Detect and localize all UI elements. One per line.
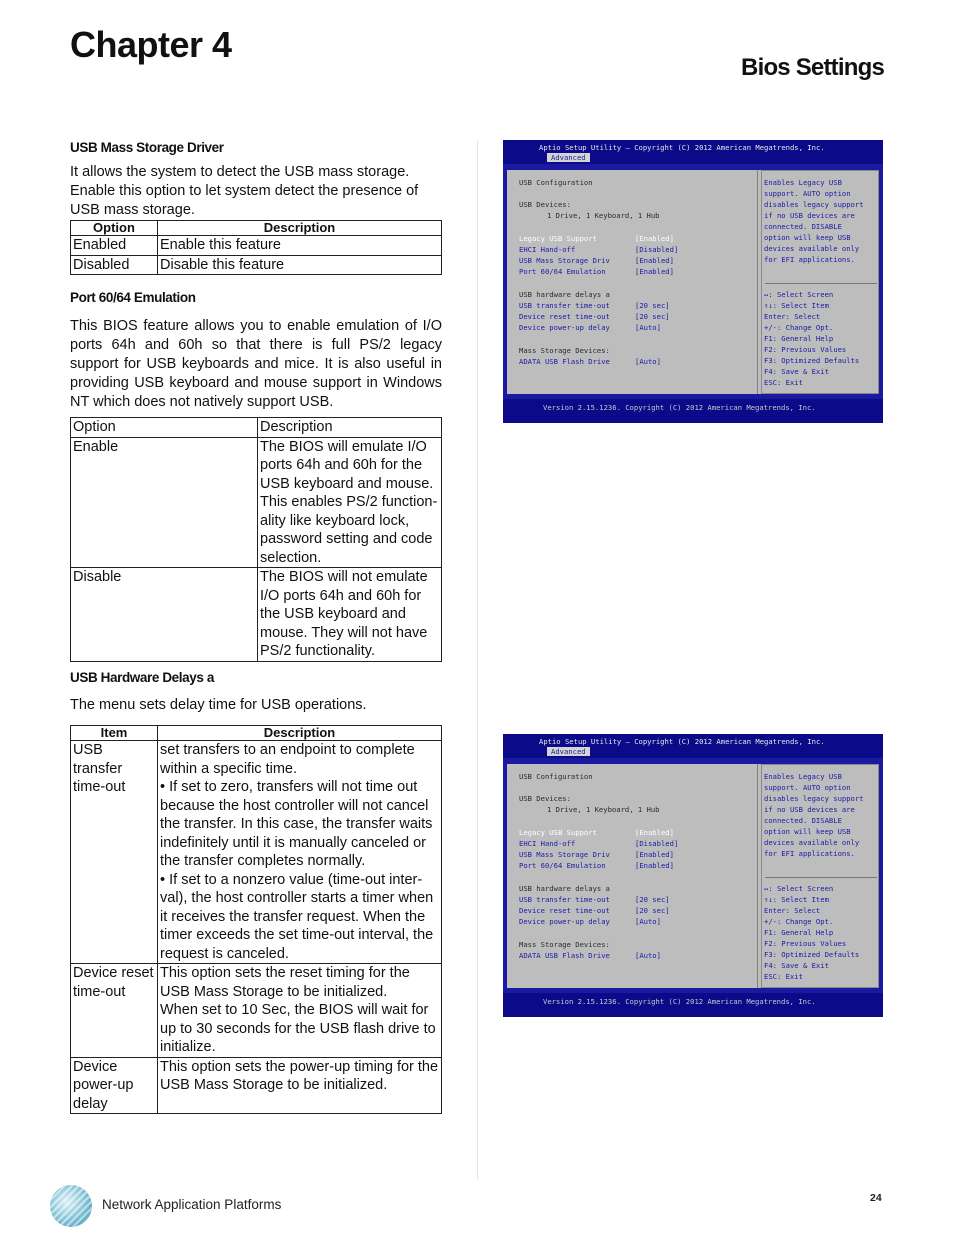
bios-settings-list <box>507 170 758 394</box>
description-cell: Disable this feature <box>158 255 442 275</box>
table-row <box>71 1057 442 1114</box>
bios-panel <box>507 764 879 988</box>
bios-item-value: [Enabled] <box>635 828 674 837</box>
help-line: disables legacy support <box>764 200 864 209</box>
port-emulation-heading: Port 60/64 Emulation <box>70 290 196 305</box>
bios-item-label: Device reset time-out <box>519 906 610 915</box>
mass-storage-label: Mass Storage Devices: <box>519 346 610 355</box>
bios-help-panel <box>761 170 879 394</box>
table-row <box>71 964 442 1058</box>
description-line: When set to 10 Sec, the BIOS will wait for up to 30 seconds for the USB flash drive to initialize. <box>160 1002 436 1055</box>
bios-item-value: [Enabled] <box>635 850 674 859</box>
option-cell: Disable <box>71 568 258 662</box>
key-hint: F4: Save & Exit <box>764 367 829 376</box>
bios-item-value: [Auto] <box>635 323 661 332</box>
bios-item-label: Legacy USB Support <box>519 828 597 837</box>
table-header: Option <box>71 418 258 438</box>
key-hint: F4: Save & Exit <box>764 961 829 970</box>
usb-devices-value: 1 Drive, 1 Keyboard, 1 Hub <box>547 805 660 814</box>
bios-item-label: EHCI Hand-off <box>519 245 576 254</box>
company-logo <box>50 1185 92 1227</box>
description-line: This option sets the power-up timing for the USB Mass Storage to be initialized. <box>160 1058 439 1093</box>
port-emulation-text: This BIOS feature allows you to enable emulation of I/O ports 64h and 60h so that there is full PS/2 legacy support for USB keyboards and mice. It is also useful in providing USB keyboard and mouse support in Windows NT which does not natively support USB. <box>70 318 442 410</box>
bios-item-label: ADATA USB Flash Drive <box>519 951 610 960</box>
usb-delays-table <box>70 725 442 1114</box>
key-hint: F2: Previous Values <box>764 939 847 948</box>
option-cell: Disabled <box>71 255 158 275</box>
chapter-title: Chapter 4 <box>70 24 232 65</box>
bios-settings-list <box>507 764 758 988</box>
table-header: Description <box>258 418 442 438</box>
bios-item-value: [20 sec] <box>635 906 670 915</box>
footer-company: Network Application Platforms <box>102 1197 282 1212</box>
key-hint: ↔: Select Screen <box>764 290 834 299</box>
description-cell <box>158 741 442 964</box>
tab-advanced: Advanced <box>547 153 590 162</box>
bios-version-bar <box>503 399 883 423</box>
usb-delays-label: USB hardware delays a <box>519 290 610 299</box>
bios-version-bar <box>503 993 883 1017</box>
bios-item-value: [Disabled] <box>635 245 679 254</box>
usb-delays-label: USB hardware delays a <box>519 884 610 893</box>
option-cell: Enable <box>71 437 258 568</box>
bios-item-value: [Disabled] <box>635 839 679 848</box>
key-hint: ↑↓: Select Item <box>764 895 829 904</box>
help-line: devices available only <box>764 838 860 847</box>
help-line: Enables Legacy USB <box>764 178 842 187</box>
port-emulation-table <box>70 417 442 662</box>
usb-mass-table <box>70 220 442 275</box>
bios-item-label: USB transfer time-out <box>519 301 610 310</box>
key-hint: +/-: Change Opt. <box>764 917 834 926</box>
bios-panel <box>507 170 879 394</box>
usb-devices-label: USB Devices: <box>519 794 571 803</box>
description-cell <box>158 964 442 1058</box>
bios-title-bar <box>503 140 883 164</box>
description-cell: The BIOS will emulate I/O ports 64h and 60h for the USB keyboard and mouse. This enables PS/2 function-ality like keyboard lock, password setting and code selection. <box>258 437 442 568</box>
help-divider <box>765 877 877 878</box>
bios-item-label: Port 60/64 Emulation <box>519 861 606 870</box>
bios-item-label: USB transfer time-out <box>519 895 610 904</box>
key-hint: F3: Optimized Defaults <box>764 356 860 365</box>
mass-storage-label: Mass Storage Devices: <box>519 940 610 949</box>
bios-screenshot-2 <box>503 734 883 1017</box>
bios-item-label: USB Mass Storage Driv <box>519 256 610 265</box>
option-cell: Enabled <box>71 236 158 256</box>
table-row <box>71 236 442 256</box>
bios-item-value: [Enabled] <box>635 861 674 870</box>
bios-item-value: [Auto] <box>635 951 661 960</box>
bios-item-value: [20 sec] <box>635 312 670 321</box>
bios-help-panel <box>761 764 879 988</box>
description-cell <box>158 1057 442 1114</box>
bios-item-label: Device power-up delay <box>519 323 610 332</box>
table-row <box>71 255 442 275</box>
bios-item-value: [Enabled] <box>635 267 674 276</box>
help-line: for EFI applications. <box>764 255 855 264</box>
bios-version: Version 2.15.1236. Copyright (C) 2012 American Megatrends, Inc. <box>543 997 816 1006</box>
description-cell: The BIOS will not emulate I/O ports 64h and 60h for the USB keyboard and mouse. They will not have PS/2 functionality. <box>258 568 442 662</box>
usb-config-label: USB Configuration <box>519 178 593 187</box>
bios-title: Aptio Setup Utility – Copyright (C) 2012 American Megatrends, Inc. <box>539 737 825 746</box>
bios-item-value: [Enabled] <box>635 234 674 243</box>
bios-item-label: Device reset time-out <box>519 312 610 321</box>
description-line: • If set to zero, transfers will not time out because the host controller will not cancel the transfer. In this case, the transfer waits indefinitely until it is manually canceled or the transfer completes normally. <box>160 779 433 869</box>
usb-delays-text: The menu sets delay time for USB operations. <box>70 697 367 713</box>
bios-item-label: Port 60/64 Emulation <box>519 267 606 276</box>
help-line: disables legacy support <box>764 794 864 803</box>
bios-item-value: [Enabled] <box>635 256 674 265</box>
help-divider <box>765 283 877 284</box>
help-line: connected. DISABLE <box>764 222 842 231</box>
key-hint: Enter: Select <box>764 312 821 321</box>
key-hint: Enter: Select <box>764 906 821 915</box>
table-header: Option <box>71 221 158 236</box>
key-hint: ↔: Select Screen <box>764 884 834 893</box>
description-cell: Enable this feature <box>158 236 442 256</box>
section-title: Bios Settings <box>741 54 884 81</box>
bios-title: Aptio Setup Utility – Copyright (C) 2012 American Megatrends, Inc. <box>539 143 825 152</box>
usb-delays-heading: USB Hardware Delays a <box>70 670 214 685</box>
table-header: Description <box>158 726 442 741</box>
tab-advanced: Advanced <box>547 747 590 756</box>
help-line: for EFI applications. <box>764 849 855 858</box>
bios-item-label: EHCI Hand-off <box>519 839 576 848</box>
usb-mass-heading: USB Mass Storage Driver <box>70 140 224 155</box>
bios-item-label: Device power-up delay <box>519 917 610 926</box>
table-header: Item <box>71 726 158 741</box>
help-line: connected. DISABLE <box>764 816 842 825</box>
description-line: This option sets the reset timing for the USB Mass Storage to be initialized. <box>160 965 410 1000</box>
item-cell: Device power-up delay <box>71 1057 158 1114</box>
bios-version: Version 2.15.1236. Copyright (C) 2012 American Megatrends, Inc. <box>543 403 816 412</box>
usb-devices-label: USB Devices: <box>519 200 571 209</box>
bios-title-bar <box>503 734 883 758</box>
key-hint: F3: Optimized Defaults <box>764 950 860 959</box>
key-hint: F1: General Help <box>764 928 834 937</box>
bios-screenshot-1 <box>503 140 883 423</box>
help-line: if no USB devices are <box>764 211 855 220</box>
bios-item-value: [Auto] <box>635 917 661 926</box>
description-line: • If set to a nonzero value (time-out inter-val), the host controller starts a timer when it receives the transfer request. When the timer exceeds the set time-out interval, the request is canceled. <box>160 871 434 962</box>
help-line: support. AUTO option <box>764 783 851 792</box>
bios-item-label: ADATA USB Flash Drive <box>519 357 610 366</box>
table-row <box>71 568 442 662</box>
page-number: 24 <box>870 1192 882 1204</box>
usb-config-label: USB Configuration <box>519 772 593 781</box>
description-line: set transfers to an endpoint to complete within a specific time. <box>160 742 415 777</box>
help-line: option will keep USB <box>764 233 851 242</box>
help-line: support. AUTO option <box>764 189 851 198</box>
key-hint: ESC: Exit <box>764 972 803 981</box>
key-hint: ↑↓: Select Item <box>764 301 829 310</box>
key-hint: F2: Previous Values <box>764 345 847 354</box>
column-divider <box>477 140 478 1180</box>
item-cell: Device reset time-out <box>71 964 158 1058</box>
bios-item-value: [20 sec] <box>635 895 670 904</box>
table-row <box>71 437 442 568</box>
table-header: Description <box>158 221 442 236</box>
key-hint: F1: General Help <box>764 334 834 343</box>
help-line: option will keep USB <box>764 827 851 836</box>
help-line: Enables Legacy USB <box>764 772 842 781</box>
bios-item-value: [Auto] <box>635 357 661 366</box>
help-line: if no USB devices are <box>764 805 855 814</box>
key-hint: ESC: Exit <box>764 378 803 387</box>
bios-item-label: Legacy USB Support <box>519 234 597 243</box>
bios-item-value: [20 sec] <box>635 301 670 310</box>
item-cell: USB transfer time-out <box>71 741 158 964</box>
help-line: devices available only <box>764 244 860 253</box>
usb-devices-value: 1 Drive, 1 Keyboard, 1 Hub <box>547 211 660 220</box>
key-hint: +/-: Change Opt. <box>764 323 834 332</box>
table-row <box>71 741 442 964</box>
bios-item-label: USB Mass Storage Driv <box>519 850 610 859</box>
usb-mass-text: It allows the system to detect the USB mass storage. Enable this option to let system detect the presence of USB mass storage. <box>70 164 419 218</box>
